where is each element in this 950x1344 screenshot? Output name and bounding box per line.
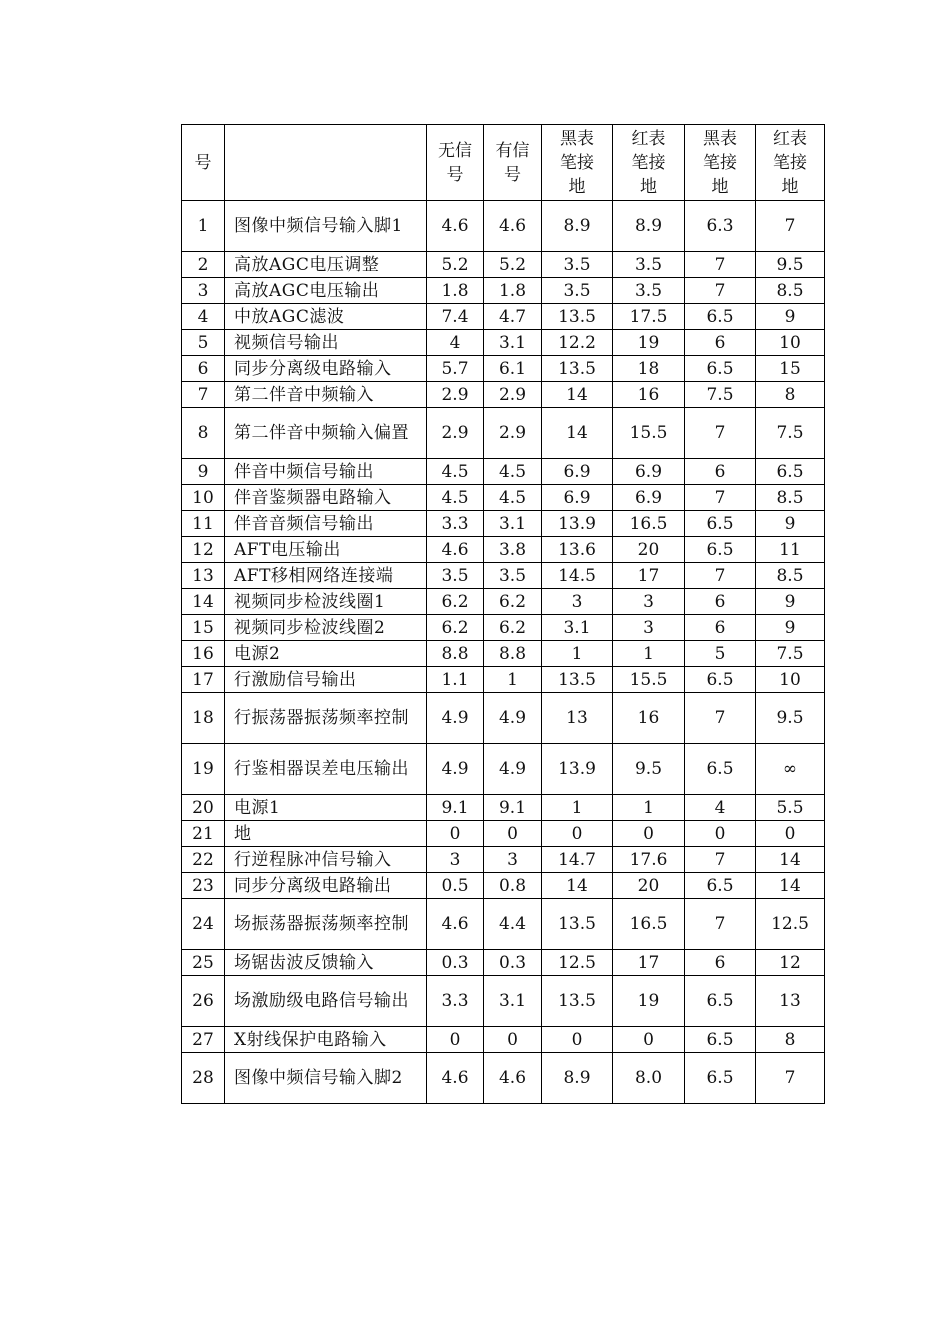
black-probe-ground-cell: 0 <box>542 1027 613 1053</box>
no-signal-voltage-cell: 0.3 <box>427 950 484 976</box>
header-row <box>182 125 825 201</box>
black-probe-ground-cell: 12.5 <box>542 950 613 976</box>
header-function <box>225 125 427 201</box>
pin-number-cell: 14 <box>182 589 225 615</box>
pin-voltage-resistance-table <box>181 124 825 1104</box>
header-black-probe-ground-2: 黑表笔接地 <box>685 125 756 201</box>
table-row <box>182 356 825 382</box>
red-probe-ground-cell: 6.9 <box>613 459 685 485</box>
table-row <box>182 589 825 615</box>
black-probe-ground-cell: 13.6 <box>542 537 613 563</box>
black-probe-ground-2-cell: 5 <box>685 641 756 667</box>
black-probe-ground-cell: 13.5 <box>542 356 613 382</box>
pin-function-cell: 视频同步检波线圈2 <box>225 615 427 641</box>
pin-number-cell: 10 <box>182 485 225 511</box>
black-probe-ground-cell: 3.5 <box>542 252 613 278</box>
red-probe-ground-2-cell: 12.5 <box>756 899 825 950</box>
pin-number-cell: 8 <box>182 408 225 459</box>
pin-number-cell: 23 <box>182 873 225 899</box>
with-signal-voltage-cell: 0 <box>484 821 542 847</box>
table-row <box>182 795 825 821</box>
table-row <box>182 615 825 641</box>
table-row <box>182 485 825 511</box>
pin-function-cell: 第二伴音中频输入 <box>225 382 427 408</box>
with-signal-voltage-cell: 3.1 <box>484 976 542 1027</box>
black-probe-ground-2-cell: 6 <box>685 615 756 641</box>
red-probe-ground-cell: 17.6 <box>613 847 685 873</box>
black-probe-ground-cell: 1 <box>542 641 613 667</box>
black-probe-ground-2-cell: 7 <box>685 408 756 459</box>
red-probe-ground-2-cell: 9.5 <box>756 693 825 744</box>
red-probe-ground-2-cell: 9.5 <box>756 252 825 278</box>
black-probe-ground-cell: 0 <box>542 821 613 847</box>
pin-function-cell: AFT移相网络连接端 <box>225 563 427 589</box>
pin-function-cell: X射线保护电路输入 <box>225 1027 427 1053</box>
with-signal-voltage-cell: 4.5 <box>484 459 542 485</box>
red-probe-ground-2-cell: 11 <box>756 537 825 563</box>
pin-number-cell: 28 <box>182 1053 225 1104</box>
with-signal-voltage-cell: 3.5 <box>484 563 542 589</box>
black-probe-ground-2-cell: 6.5 <box>685 873 756 899</box>
red-probe-ground-cell: 3.5 <box>613 252 685 278</box>
no-signal-voltage-cell: 4.9 <box>427 693 484 744</box>
with-signal-voltage-cell: 2.9 <box>484 382 542 408</box>
red-probe-ground-cell: 16 <box>613 382 685 408</box>
black-probe-ground-2-cell: 7.5 <box>685 382 756 408</box>
red-probe-ground-cell: 19 <box>613 330 685 356</box>
red-probe-ground-cell: 9.5 <box>613 744 685 795</box>
table-row <box>182 744 825 795</box>
with-signal-voltage-cell: 4.5 <box>484 485 542 511</box>
black-probe-ground-2-cell: 0 <box>685 821 756 847</box>
pin-number-cell: 21 <box>182 821 225 847</box>
no-signal-voltage-cell: 3.5 <box>427 563 484 589</box>
red-probe-ground-2-cell: 8 <box>756 1027 825 1053</box>
pin-number-cell: 9 <box>182 459 225 485</box>
with-signal-voltage-cell: 3.1 <box>484 330 542 356</box>
pin-function-cell: 行逆程脉冲信号输入 <box>225 847 427 873</box>
black-probe-ground-cell: 13.5 <box>542 304 613 330</box>
pin-number-cell: 2 <box>182 252 225 278</box>
table-row <box>182 950 825 976</box>
black-probe-ground-cell: 14 <box>542 873 613 899</box>
with-signal-voltage-cell: 0 <box>484 1027 542 1053</box>
pin-number-cell: 17 <box>182 667 225 693</box>
pin-number-cell: 18 <box>182 693 225 744</box>
red-probe-ground-2-cell: 7 <box>756 1053 825 1104</box>
black-probe-ground-2-cell: 7 <box>685 847 756 873</box>
header-black-probe-ground-1: 黑表笔接地 <box>542 125 613 201</box>
with-signal-voltage-cell: 3.8 <box>484 537 542 563</box>
with-signal-voltage-cell: 3.1 <box>484 511 542 537</box>
red-probe-ground-2-cell: 5.5 <box>756 795 825 821</box>
black-probe-ground-cell: 13 <box>542 693 613 744</box>
black-probe-ground-2-cell: 4 <box>685 795 756 821</box>
no-signal-voltage-cell: 5.2 <box>427 252 484 278</box>
pin-function-cell: 同步分离级电路输出 <box>225 873 427 899</box>
table-row <box>182 252 825 278</box>
black-probe-ground-2-cell: 6.5 <box>685 1027 756 1053</box>
red-probe-ground-2-cell: 12 <box>756 950 825 976</box>
red-probe-ground-cell: 18 <box>613 356 685 382</box>
red-probe-ground-cell: 16.5 <box>613 511 685 537</box>
red-probe-ground-2-cell: 7 <box>756 201 825 252</box>
pin-number-cell: 20 <box>182 795 225 821</box>
pin-number-cell: 13 <box>182 563 225 589</box>
no-signal-voltage-cell: 1.8 <box>427 278 484 304</box>
table-row <box>182 563 825 589</box>
table-row <box>182 821 825 847</box>
with-signal-voltage-cell: 4.9 <box>484 744 542 795</box>
red-probe-ground-cell: 3 <box>613 589 685 615</box>
with-signal-voltage-cell: 3 <box>484 847 542 873</box>
black-probe-ground-cell: 1 <box>542 795 613 821</box>
black-probe-ground-2-cell: 7 <box>685 278 756 304</box>
no-signal-voltage-cell: 2.9 <box>427 408 484 459</box>
black-probe-ground-cell: 13.5 <box>542 976 613 1027</box>
pin-function-cell: 电源1 <box>225 795 427 821</box>
red-probe-ground-2-cell: 6.5 <box>756 459 825 485</box>
header-red-probe-ground-2: 红表笔接地 <box>756 125 825 201</box>
pin-function-cell: 伴音中频信号输出 <box>225 459 427 485</box>
pin-number-cell: 22 <box>182 847 225 873</box>
pin-function-cell: 图像中频信号输入脚1 <box>225 201 427 252</box>
header-with-signal: 有信号 <box>484 125 542 201</box>
no-signal-voltage-cell: 4.6 <box>427 537 484 563</box>
black-probe-ground-cell: 3.1 <box>542 615 613 641</box>
red-probe-ground-2-cell: 0 <box>756 821 825 847</box>
no-signal-voltage-cell: 4.9 <box>427 744 484 795</box>
red-probe-ground-cell: 0 <box>613 821 685 847</box>
pin-function-cell: 场振荡器振荡频率控制 <box>225 899 427 950</box>
with-signal-voltage-cell: 4.4 <box>484 899 542 950</box>
with-signal-voltage-cell: 0.8 <box>484 873 542 899</box>
pin-function-cell: AFT电压输出 <box>225 537 427 563</box>
red-probe-ground-2-cell: 10 <box>756 330 825 356</box>
red-probe-ground-2-cell: 15 <box>756 356 825 382</box>
table-row <box>182 408 825 459</box>
black-probe-ground-2-cell: 7 <box>685 563 756 589</box>
no-signal-voltage-cell: 1.1 <box>427 667 484 693</box>
table-row <box>182 537 825 563</box>
pin-function-cell: 高放AGC电压调整 <box>225 252 427 278</box>
pin-number-cell: 25 <box>182 950 225 976</box>
no-signal-voltage-cell: 4.6 <box>427 899 484 950</box>
pin-number-cell: 16 <box>182 641 225 667</box>
no-signal-voltage-cell: 0 <box>427 821 484 847</box>
pin-number-cell: 12 <box>182 537 225 563</box>
with-signal-voltage-cell: 4.6 <box>484 201 542 252</box>
with-signal-voltage-cell: 6.2 <box>484 615 542 641</box>
pin-function-cell: 伴音鉴频器电路输入 <box>225 485 427 511</box>
table-row <box>182 511 825 537</box>
table-row <box>182 847 825 873</box>
red-probe-ground-cell: 16.5 <box>613 899 685 950</box>
with-signal-voltage-cell: 8.8 <box>484 641 542 667</box>
black-probe-ground-2-cell: 6.5 <box>685 1053 756 1104</box>
black-probe-ground-2-cell: 6 <box>685 950 756 976</box>
table-body <box>182 201 825 1104</box>
table-row <box>182 304 825 330</box>
black-probe-ground-cell: 3.5 <box>542 278 613 304</box>
red-probe-ground-cell: 19 <box>613 976 685 1027</box>
red-probe-ground-2-cell: 9 <box>756 511 825 537</box>
black-probe-ground-cell: 13.9 <box>542 744 613 795</box>
table-row <box>182 873 825 899</box>
pin-number-cell: 27 <box>182 1027 225 1053</box>
black-probe-ground-2-cell: 6.5 <box>685 667 756 693</box>
pin-number-cell: 24 <box>182 899 225 950</box>
red-probe-ground-cell: 17.5 <box>613 304 685 330</box>
red-probe-ground-cell: 6.9 <box>613 485 685 511</box>
red-probe-ground-cell: 1 <box>613 795 685 821</box>
red-probe-ground-2-cell: ∞ <box>756 744 825 795</box>
table-row <box>182 382 825 408</box>
black-probe-ground-2-cell: 6.5 <box>685 356 756 382</box>
black-probe-ground-cell: 14 <box>542 382 613 408</box>
black-probe-ground-2-cell: 6.5 <box>685 744 756 795</box>
red-probe-ground-2-cell: 8 <box>756 382 825 408</box>
table-row <box>182 278 825 304</box>
no-signal-voltage-cell: 0 <box>427 1027 484 1053</box>
red-probe-ground-cell: 20 <box>613 537 685 563</box>
table-row <box>182 201 825 252</box>
no-signal-voltage-cell: 0.5 <box>427 873 484 899</box>
no-signal-voltage-cell: 4.5 <box>427 485 484 511</box>
pin-number-cell: 19 <box>182 744 225 795</box>
pin-number-cell: 7 <box>182 382 225 408</box>
with-signal-voltage-cell: 1 <box>484 667 542 693</box>
with-signal-voltage-cell: 4.9 <box>484 693 542 744</box>
red-probe-ground-2-cell: 9 <box>756 615 825 641</box>
pin-function-cell: 行振荡器振荡频率控制 <box>225 693 427 744</box>
black-probe-ground-2-cell: 7 <box>685 252 756 278</box>
pin-number-cell: 4 <box>182 304 225 330</box>
no-signal-voltage-cell: 2.9 <box>427 382 484 408</box>
red-probe-ground-cell: 3.5 <box>613 278 685 304</box>
table-row <box>182 1027 825 1053</box>
pin-function-cell: 视频信号输出 <box>225 330 427 356</box>
black-probe-ground-cell: 13.9 <box>542 511 613 537</box>
pin-function-cell: 场锯齿波反馈输入 <box>225 950 427 976</box>
black-probe-ground-2-cell: 6.5 <box>685 537 756 563</box>
pin-function-cell: 伴音音频信号输出 <box>225 511 427 537</box>
pin-number-cell: 6 <box>182 356 225 382</box>
no-signal-voltage-cell: 9.1 <box>427 795 484 821</box>
black-probe-ground-cell: 6.9 <box>542 459 613 485</box>
header-no-signal: 无信号 <box>427 125 484 201</box>
pin-function-cell: 场激励级电路信号输出 <box>225 976 427 1027</box>
red-probe-ground-2-cell: 8.5 <box>756 563 825 589</box>
pin-function-cell: 第二伴音中频输入偏置 <box>225 408 427 459</box>
black-probe-ground-cell: 14.7 <box>542 847 613 873</box>
with-signal-voltage-cell: 5.2 <box>484 252 542 278</box>
red-probe-ground-2-cell: 7.5 <box>756 641 825 667</box>
pin-number-cell: 5 <box>182 330 225 356</box>
red-probe-ground-2-cell: 14 <box>756 873 825 899</box>
black-probe-ground-2-cell: 6.5 <box>685 976 756 1027</box>
black-probe-ground-2-cell: 6.5 <box>685 304 756 330</box>
black-probe-ground-2-cell: 7 <box>685 693 756 744</box>
black-probe-ground-cell: 14 <box>542 408 613 459</box>
black-probe-ground-2-cell: 6 <box>685 459 756 485</box>
table-row <box>182 330 825 356</box>
red-probe-ground-2-cell: 13 <box>756 976 825 1027</box>
pin-function-cell: 地 <box>225 821 427 847</box>
pin-number-cell: 3 <box>182 278 225 304</box>
black-probe-ground-2-cell: 7 <box>685 485 756 511</box>
pin-number-cell: 11 <box>182 511 225 537</box>
no-signal-voltage-cell: 4.5 <box>427 459 484 485</box>
pin-function-cell: 行激励信号输出 <box>225 667 427 693</box>
no-signal-voltage-cell: 6.2 <box>427 589 484 615</box>
header-pin-number: 号 <box>182 125 225 201</box>
no-signal-voltage-cell: 4.6 <box>427 1053 484 1104</box>
black-probe-ground-cell: 8.9 <box>542 1053 613 1104</box>
with-signal-voltage-cell: 2.9 <box>484 408 542 459</box>
red-probe-ground-2-cell: 10 <box>756 667 825 693</box>
black-probe-ground-cell: 3 <box>542 589 613 615</box>
no-signal-voltage-cell: 5.7 <box>427 356 484 382</box>
black-probe-ground-cell: 6.9 <box>542 485 613 511</box>
red-probe-ground-cell: 17 <box>613 950 685 976</box>
no-signal-voltage-cell: 8.8 <box>427 641 484 667</box>
header-red-probe-ground-1: 红表笔接地 <box>613 125 685 201</box>
pin-function-cell: 图像中频信号输入脚2 <box>225 1053 427 1104</box>
red-probe-ground-2-cell: 7.5 <box>756 408 825 459</box>
pin-function-cell: 中放AGC滤波 <box>225 304 427 330</box>
table-row <box>182 641 825 667</box>
black-probe-ground-cell: 13.5 <box>542 899 613 950</box>
with-signal-voltage-cell: 4.6 <box>484 1053 542 1104</box>
red-probe-ground-cell: 0 <box>613 1027 685 1053</box>
red-probe-ground-cell: 16 <box>613 693 685 744</box>
pin-function-cell: 同步分离级电路输入 <box>225 356 427 382</box>
black-probe-ground-2-cell: 6 <box>685 330 756 356</box>
black-probe-ground-cell: 8.9 <box>542 201 613 252</box>
with-signal-voltage-cell: 6.1 <box>484 356 542 382</box>
no-signal-voltage-cell: 3 <box>427 847 484 873</box>
with-signal-voltage-cell: 4.7 <box>484 304 542 330</box>
red-probe-ground-cell: 20 <box>613 873 685 899</box>
table-row <box>182 459 825 485</box>
pin-number-cell: 26 <box>182 976 225 1027</box>
with-signal-voltage-cell: 1.8 <box>484 278 542 304</box>
with-signal-voltage-cell: 9.1 <box>484 795 542 821</box>
with-signal-voltage-cell: 0.3 <box>484 950 542 976</box>
no-signal-voltage-cell: 7.4 <box>427 304 484 330</box>
pin-number-cell: 1 <box>182 201 225 252</box>
red-probe-ground-2-cell: 8.5 <box>756 278 825 304</box>
table-row <box>182 1053 825 1104</box>
black-probe-ground-cell: 12.2 <box>542 330 613 356</box>
table-row <box>182 899 825 950</box>
black-probe-ground-cell: 14.5 <box>542 563 613 589</box>
red-probe-ground-cell: 17 <box>613 563 685 589</box>
red-probe-ground-cell: 15.5 <box>613 408 685 459</box>
pin-function-cell: 视频同步检波线圈1 <box>225 589 427 615</box>
red-probe-ground-2-cell: 9 <box>756 589 825 615</box>
red-probe-ground-cell: 15.5 <box>613 667 685 693</box>
red-probe-ground-2-cell: 14 <box>756 847 825 873</box>
black-probe-ground-2-cell: 7 <box>685 899 756 950</box>
no-signal-voltage-cell: 3.3 <box>427 976 484 1027</box>
pin-function-cell: 行鉴相器误差电压输出 <box>225 744 427 795</box>
pin-number-cell: 15 <box>182 615 225 641</box>
table-row <box>182 667 825 693</box>
black-probe-ground-2-cell: 6.5 <box>685 511 756 537</box>
red-probe-ground-2-cell: 9 <box>756 304 825 330</box>
red-probe-ground-cell: 8.9 <box>613 201 685 252</box>
with-signal-voltage-cell: 6.2 <box>484 589 542 615</box>
black-probe-ground-2-cell: 6.3 <box>685 201 756 252</box>
no-signal-voltage-cell: 4 <box>427 330 484 356</box>
red-probe-ground-2-cell: 8.5 <box>756 485 825 511</box>
black-probe-ground-2-cell: 6 <box>685 589 756 615</box>
no-signal-voltage-cell: 4.6 <box>427 201 484 252</box>
pin-function-cell: 高放AGC电压输出 <box>225 278 427 304</box>
red-probe-ground-cell: 1 <box>613 641 685 667</box>
red-probe-ground-cell: 8.0 <box>613 1053 685 1104</box>
table-row <box>182 693 825 744</box>
no-signal-voltage-cell: 3.3 <box>427 511 484 537</box>
pin-function-cell: 电源2 <box>225 641 427 667</box>
black-probe-ground-cell: 13.5 <box>542 667 613 693</box>
table-row <box>182 976 825 1027</box>
no-signal-voltage-cell: 6.2 <box>427 615 484 641</box>
red-probe-ground-cell: 3 <box>613 615 685 641</box>
